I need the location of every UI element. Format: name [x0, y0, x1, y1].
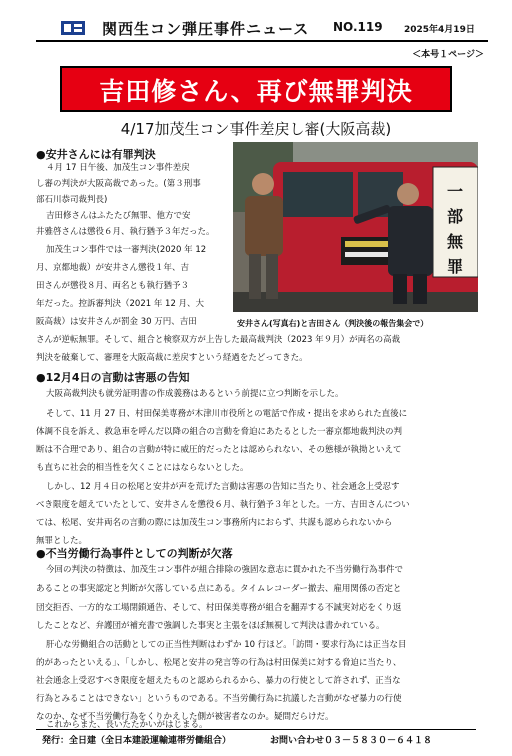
headline-banner	[60, 66, 452, 112]
section-2-title: ●12月4日の言動は害悪の告知	[36, 371, 190, 384]
page-marker: ＜本号１ページ＞	[412, 50, 484, 60]
section-3-line: したことなど、弁護団が補充書で強調した事実と主張をほぼ無視して判決は書かれている。	[36, 621, 385, 631]
section-3-line: これからまた、長いたたかいがはじまる。	[46, 720, 208, 730]
subheadline: 4/17加茂生コン事件差戻し審(大阪高裁)	[120, 120, 392, 138]
section-1-line: 田さんが懲役８月、両名とも執行猶予３	[36, 281, 190, 291]
section-1-title: ●安井さんには有罪判決	[36, 148, 156, 161]
photo-banner-char-2: 部	[446, 207, 464, 226]
section-3-line: 今回の判決の特徴は、加茂生コン事件が組合排除の強固な意志に貫かれた不当労働行為事件で	[46, 565, 404, 575]
section-2-line: しかし、12 月４日の松尾と安井が声を荒げた言動は害悪の告知に当たり、社会通念上受忍す	[46, 482, 400, 492]
headline: 吉田修さん、再び無罪判決	[99, 77, 413, 106]
section-1-line: ４月 17 日午後、加茂生コン事件差戻	[46, 163, 190, 173]
section-1-line: さんが逆転無罪。そして、組合と検察双方が上告した最高裁判決（2023 年９月）が両名の高裁	[36, 335, 401, 345]
section-1-line: 加茂生コン事件では一審判決(2020 年 12	[46, 245, 207, 255]
section-2-line: そして、11 月 27 日、村田保美専務が木津川市役所との電話で作成・提出を求められた直後に	[46, 409, 408, 419]
rally-photo	[233, 142, 478, 312]
footer-contact: お問い合わせ０３－５８３０－６４１８	[270, 736, 433, 746]
section-2-line: 断は不合理であり、組合の言動が特に威圧的だったとは認められない、その態様が執拗といえて	[36, 445, 402, 455]
section-2-line: も直ちに社会的相当性を欠くことにはならないとした。	[36, 463, 249, 473]
section-1-line: 月、京都地裁）が安井さん懲役１年、吉	[36, 263, 190, 273]
section-3-line: 行為とみることはできない」というものである。不当労働行為に抗議した言動がなぜ暴力の行使	[36, 694, 402, 704]
photo-banner-char-3: 無	[446, 232, 464, 251]
masthead-divider	[36, 40, 488, 42]
section-1-line: し審の判決が大阪高裁であった。(第３刑事	[36, 179, 201, 189]
footer-publisher: 発行：全日建（全日本建設運輸連帯労働組合）	[42, 736, 232, 746]
section-3-line: なのか、なぜ不当労働行為をくりかえした側が被害者なのか。疑問だらけだ。	[36, 712, 334, 722]
section-1-line: 吉田修さんはふたたび無罪、他方で安	[46, 211, 191, 221]
section-3-title: ●不当労働行為事件としての判断が欠落	[36, 547, 233, 560]
section-3-line: 的があったといえる」、「しかし、松尾と安井の発言等の行為は村田保美に対する脅迫に当たり、	[36, 658, 402, 668]
masthead	[36, 12, 488, 42]
issue-number: NO.119	[333, 20, 383, 34]
section-1-line: 部石川恭司裁判長)	[36, 195, 108, 205]
photo-caption: 安井さん(写真右)と吉田さん（判決後の報告集会で）	[237, 319, 429, 328]
section-3-line: 肝心な労働組合の活動としての正当性判断はわずか 10 行ほど。「訪問・要求行為には正当な目	[46, 640, 407, 650]
newsletter-title: 関西生コン弾圧事件ニュース	[102, 20, 310, 38]
section-2-line: 無罪とした。	[36, 536, 88, 546]
section-2-line: ては、松尾、安井両名の言動の際には加茂生コン事務所内におらず、共謀も認められないから	[36, 518, 393, 528]
section-1-line: 阪高裁）は安井さんが罰金 30 万円、吉田	[36, 317, 197, 327]
footer-divider	[36, 729, 476, 730]
union-logo-icon	[60, 18, 86, 38]
section-2-line: 大阪高裁判決も就労証明書の作成義務はあるという前提に立つ判断を示した。	[46, 389, 344, 399]
section-3-line: あることの事実認定と判断が欠落している点にある。タイムレコーダー撤去、雇用関係の否定と	[36, 584, 402, 594]
section-3-line: 団交拒否、一方的な工場閉鎖通告、そして、村田保美専務が組合を翻弄する不誠実対応をくり返	[36, 603, 402, 613]
section-2-line: べき限度を超えていたとして、安井さんを懲役６月、執行猶予３年とした。一方、吉田さんについ	[36, 500, 410, 510]
issue-date: 2025年4月19日	[404, 25, 475, 35]
section-2-line: 体調不良を訴え、救急車を呼んだ以降の組合の言動を脅迫にあたるとした一審京都地裁判決の判	[36, 427, 403, 437]
photo-banner-char-4: 罪	[446, 257, 464, 276]
section-1-line: 井雅啓さんは懲役６月、執行猶予３年だった。	[36, 227, 215, 237]
section-3-line: 社会通念上受忍すべき限度を超えたものと認められるから、暴力の行使として許されず、正当な	[36, 676, 401, 686]
photo-banner-char-1: 一	[446, 182, 464, 201]
section-1-line: 判決を破棄して、審理を大阪高裁に差戻すという経過をたどってきた。	[36, 353, 308, 363]
section-1-line: 年だった。控訴審判決（2021 年 12 月、大	[36, 299, 205, 309]
